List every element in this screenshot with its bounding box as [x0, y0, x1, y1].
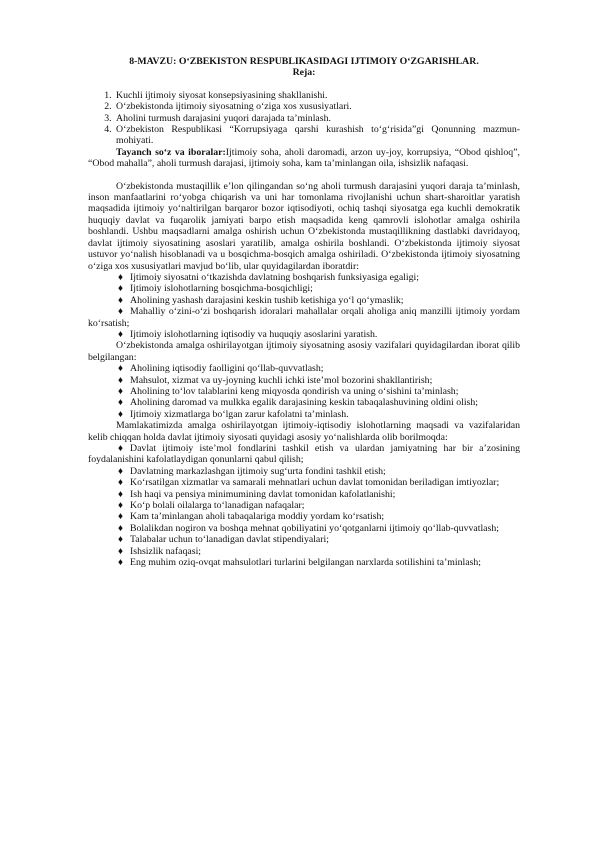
list-item-text: Talabalar uchun to‘lanadigan davlat stipendiyalari;: [130, 534, 329, 546]
list-item: [88, 409, 520, 420]
list-item: [88, 375, 520, 386]
list-item-text: Kam ta’minlangan aholi tabaqalariga moddiy yordam ko‘rsatish;: [130, 511, 385, 523]
diamond-bullet-icon: ♦: [118, 374, 123, 386]
list-item-text: Davlatning markazlashgan ijtimoiy sug‘urta fondini tashkil etish;: [130, 465, 386, 477]
plan-item: 3. Aholini turmush darajasini yuqori darajada ta’minlash.: [114, 113, 520, 124]
list-item-text: Aholining to‘lov talablarini keng miqyosda qondirish va uning o‘sishini ta’minlash;: [130, 385, 459, 397]
list-item: [88, 283, 520, 294]
directions-paragraph: Mamlakatimizda amalga oshirilayotgan ijtimoiy-iqtisodiy islohotlarning maqsadi va vazifalaridan kelib chiqqan holda davlat ijtimoiy siyosati quyidagi asosiy yo‘nalishlarda olib borilmoqda:: [88, 420, 520, 443]
list-item-text: Aholining yashash darajasini keskin tushib ketishiga yo‘l qo‘ymaslik;: [130, 294, 404, 306]
diamond-bullet-icon: ♦: [118, 294, 123, 306]
list-item-text: Mahalliy o‘zini-o‘zi boshqarish idoralari mahallalar orqali aholiga aniq manzilli ijtimoiy yordam ko‘rsatish;: [88, 306, 520, 329]
diamond-bullet-icon: ♦: [118, 271, 123, 283]
plan-item: 1. Kuchli ijtimoiy siyosat konsepsiyasining shakllanishi.: [114, 90, 520, 101]
list-item-text: Eng muhim oziq-ovqat mahsulotlari turlarini belgilangan narxlarda sotilishini ta’minlash;: [130, 557, 481, 569]
list-item: [88, 523, 520, 534]
list-item: [88, 511, 520, 522]
keywords-paragraph: [88, 147, 520, 170]
keywords-text: Ijtimoiy soha, aholi daromadi, arzon uy-joy, korrupsiya, “Obod qishloq”, “Obod mahalla”, aholi turmush darajasi, ijtimoiy soha, kam ta’minlangan oila, ishsizlik nafaqasi.: [88, 146, 520, 170]
list-item: [88, 546, 520, 557]
diamond-bullet-icon: ♦: [118, 397, 123, 409]
list-item: [88, 329, 520, 340]
diamond-bullet-icon: ♦: [118, 477, 123, 489]
keywords-label: Tayanch so‘z va iboralar:: [116, 146, 226, 158]
list-item: [88, 443, 520, 466]
list-item-text: Ko‘p bolali oilalarga to‘lanadigan nafaqalar;: [130, 500, 305, 512]
diamond-bullet-icon: ♦: [118, 545, 123, 557]
list-item-text: Ijtimoiy siyosatni o‘tkazishda davlatning boshqarish funksiyasiga egaligi;: [130, 271, 419, 283]
plan-item: 2. O‘zbekistonda ijtimoiy siyosatning o‘ziga xos xususiyatlari.: [114, 101, 520, 112]
intro-paragraph: O‘zbekistonda mustaqillik e’lon qilingandan so‘ng aholi turmush darajasini yuqori daraja ta’minlash, inson manfaatlarini ro‘yobga chiqarish va uni har tomonlama rivojlanishi uchun shart-sharoitlar yaratish maqsadida ijtimoiy yo‘naltirilgan barqaror bozor iqtisodiyoti, ochiq tashqi siyosatga ega kuchli demokratik huquqiy davlat va fuqarolik jamiyati barpo etish maqsadida keng qamrovli islohotlar amalga oshirila boshlandi. Ushbu maqsadlarni amalga oshirish uchun O‘zbekistonda mustaqillikning dastlabki davridayoq, davlat ijtimoiy siyosatining asoslari yaratilib, amalga oshirila boshlandi. O‘zbekistonda ijtimoiy siyosat ustuvor yo‘nalish hisoblanadi va u bosqichma-bosqich amalga oshiriladi. O‘zbekistonda ijtimoiy siyosatning o‘ziga xos xususiyatlari mavjud bo‘lib, ular quyidagilardan iboratdir:: [88, 180, 520, 272]
list-item-text: Ko‘rsatilgan xizmatlar va samarali mehnatlari uchun davlat tomonidan beriladigan imtiyozlar;: [130, 477, 500, 489]
diamond-bullet-icon: ♦: [118, 306, 123, 318]
list-item: [88, 397, 520, 408]
list-item: [88, 557, 520, 568]
diamond-bullet-icon: ♦: [118, 534, 123, 546]
diamond-bullet-icon: ♦: [118, 363, 123, 375]
diamond-bullet-icon: ♦: [118, 488, 123, 500]
diamond-bullet-icon: ♦: [118, 328, 123, 340]
list-item: [88, 489, 520, 500]
document-page: [88, 54, 520, 568]
diamond-bullet-icon: ♦: [118, 557, 123, 569]
spacer: [88, 170, 520, 181]
diamond-bullet-icon: ♦: [118, 443, 123, 454]
diamond-bullet-icon: ♦: [118, 511, 123, 523]
diamond-bullet-icon: ♦: [118, 522, 123, 534]
document-title: 8-MAVZU: O‘ZBEKISTON RESPUBLIKASIDAGI IJTIMOIY O‘ZGARISHLAR.: [129, 56, 479, 67]
plan-heading: Reja:: [292, 67, 316, 79]
diamond-bullet-icon: ♦: [118, 465, 123, 477]
list-item-text: Mahsulot, xizmat va uy-joyning kuchli ichki iste’mol bozorini shakllantirish;: [130, 374, 433, 386]
list-item-text: Ijtimoiy xizmatlarga bo‘lgan zarur kafolatni ta’minlash.: [130, 408, 349, 420]
list-item: [88, 534, 520, 545]
list-item-text: Aholining iqtisodiy faolligini qo‘llab-quvvatlash;: [130, 363, 324, 375]
list-item-text: Davlat ijtimoiy iste’mol fondlarini tashkil etish va ulardan jamiyatning har bir a’zosining foydalanishini kafolatlaydigan qonunlarni qabul qilish;: [88, 443, 520, 466]
list-item: [88, 477, 520, 488]
diamond-bullet-icon: ♦: [118, 385, 123, 397]
diamond-bullet-icon: ♦: [118, 283, 123, 295]
plan-list: [88, 90, 520, 147]
plan-item: 4. O‘zbekiston Respublikasi “Korrupsiyaga qarshi kurashish to‘g‘risida”gi Qonunning mazmun-mohiyati.: [114, 124, 520, 147]
list-item-text: Ijtimoiy islohotlarning iqtisodiy va huquqiy asoslarini yaratish.: [130, 328, 378, 340]
list-item: [88, 500, 520, 511]
list-item: [88, 363, 520, 374]
list-item-text: Ishsizlik nafaqasi;: [130, 545, 202, 557]
diamond-bullet-icon: ♦: [118, 408, 123, 420]
list-item: [88, 272, 520, 283]
list-item-text: Bolalikdan nogiron va boshqa mehnat qobiliyatini yo‘qotganlarni ijtimoiy qo‘llab-quvvatlash;: [130, 522, 499, 534]
list-item-text: Ish haqi va pensiya minimumining davlat tomonidan kafolatlanishi;: [130, 488, 396, 500]
list-item: [88, 466, 520, 477]
list-item-text: Ijtimoiy islohotlarning bosqichma-bosqichligi;: [130, 283, 313, 295]
list-item: [88, 306, 520, 329]
diamond-bullet-icon: ♦: [118, 500, 123, 512]
list-item-text: Aholining daromad va mulkka egalik darajasining keskin tabaqalashuvining oldini olish;: [130, 397, 478, 409]
tasks-paragraph: O‘zbekistonda amalga oshirilayotgan ijtimoiy siyosatning asosiy vazifalari quyidagilardan iborat qilib belgilangan:: [88, 340, 520, 363]
list-item: [88, 386, 520, 397]
list-item: [88, 295, 520, 306]
